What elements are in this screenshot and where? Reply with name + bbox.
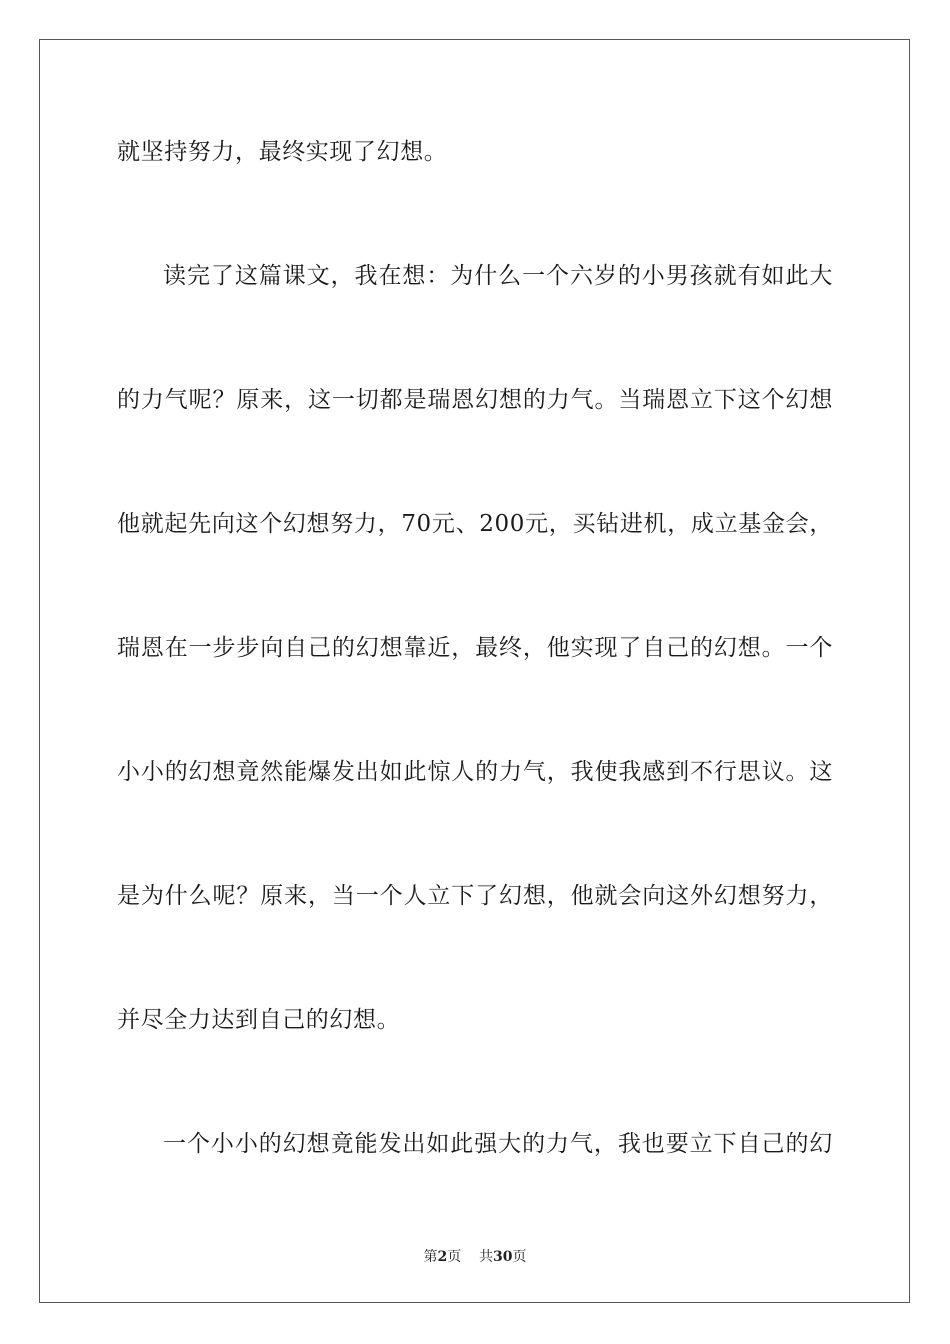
footer-page-suffix: 页	[447, 1249, 462, 1265]
text-line-8: 并尽全力达到自己的幻想。	[117, 1007, 401, 1033]
text-line-9: 一个小小的幻想竟能发出如此强大的力气，我也要立下自己的幻	[163, 1131, 833, 1157]
text-line-1: 就坚持努力，最终实现了幻想。	[117, 139, 448, 165]
footer-total-suffix: 页	[512, 1249, 527, 1265]
footer-total-number: 30	[493, 1249, 513, 1265]
page-border	[39, 39, 910, 1303]
footer-page-prefix: 第	[423, 1249, 438, 1265]
text-line-3: 的力气呢？原来，这一切都是瑞恩幻想的力气。当瑞恩立下这个幻想	[117, 387, 833, 413]
text-line-7: 是为什么呢？原来，当一个人立下了幻想，他就会向这外幻想努力，	[117, 883, 833, 909]
footer-total-prefix: 共	[479, 1249, 494, 1265]
text-line-2: 读完了这篇课文，我在想：为什么一个六岁的小男孩就有如此大	[163, 263, 833, 289]
text-line-4: 他就起先向这个幻想努力，70元、200元，买钻进机，成立基金会，	[117, 511, 833, 537]
text-line-6: 小小的幻想竟然能爆发出如此惊人的力气，我使我感到不行思议。这	[117, 759, 833, 785]
footer-page-number: 2	[437, 1249, 448, 1265]
text-line-5: 瑞恩在一步步向自己的幻想靠近，最终，他实现了自己的幻想。一个	[117, 635, 833, 661]
page-footer	[0, 1248, 950, 1266]
